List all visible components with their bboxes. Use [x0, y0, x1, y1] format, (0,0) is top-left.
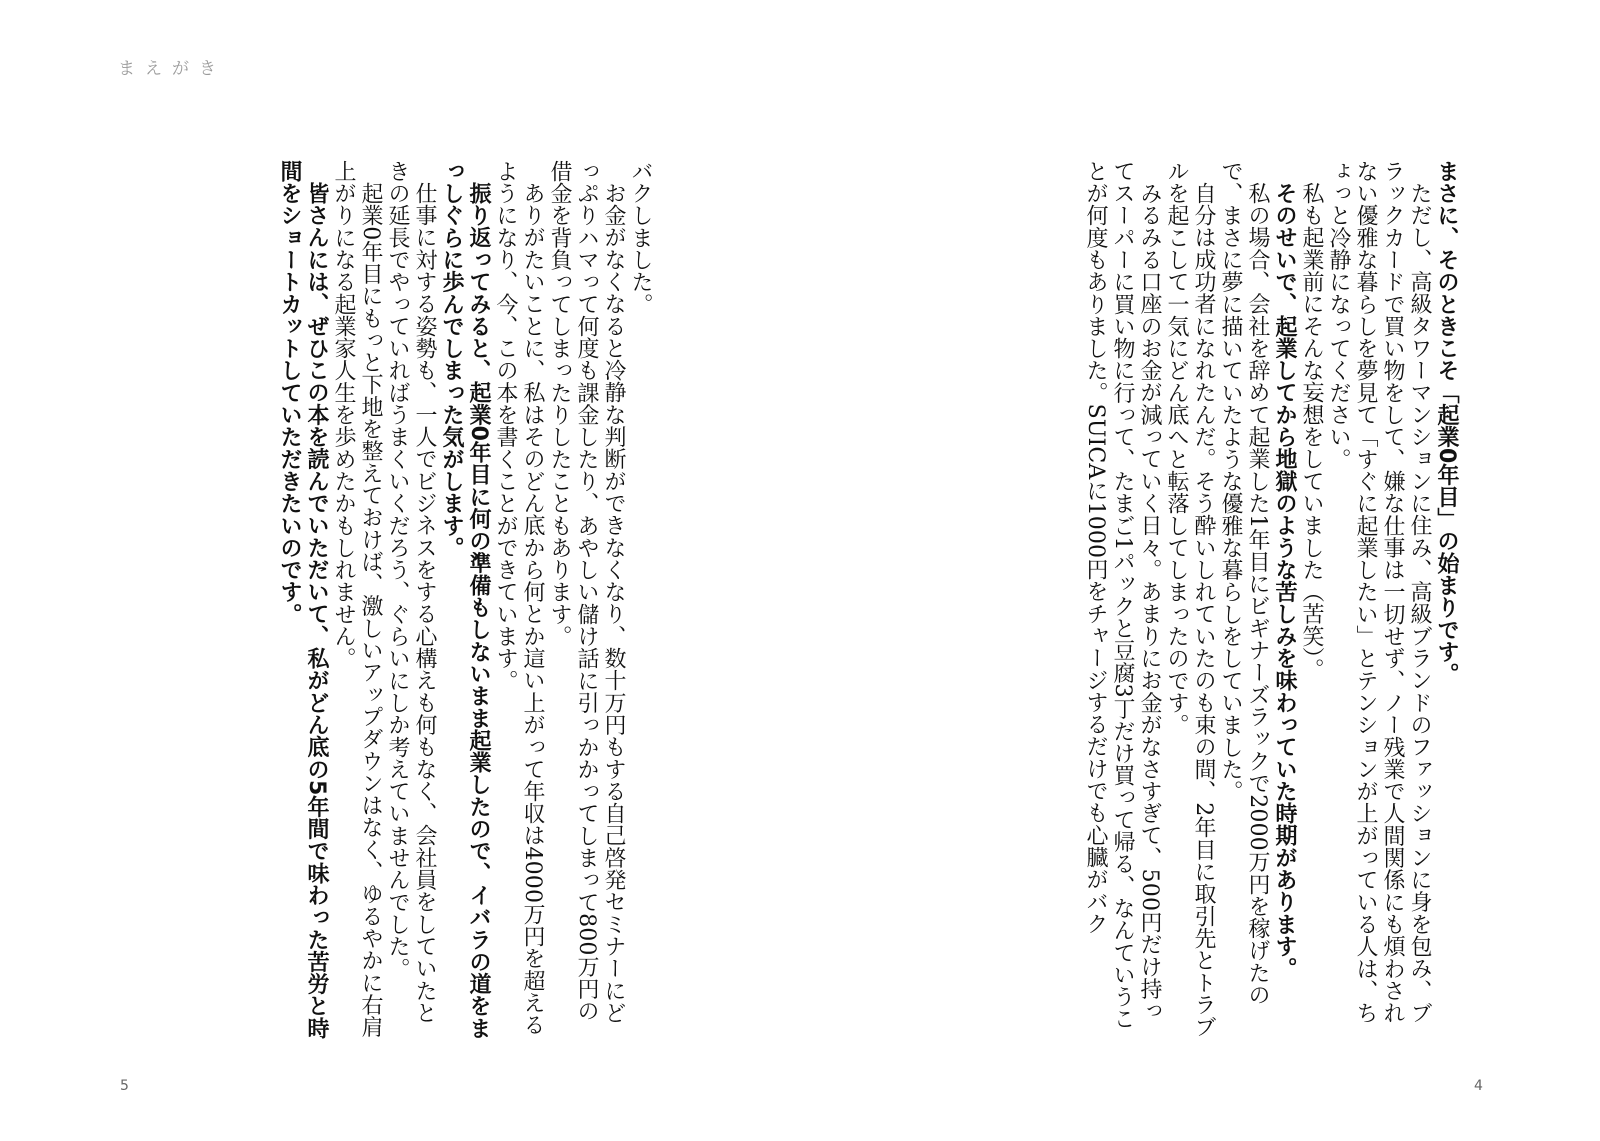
paragraph: みるみる口座のお金が減っていく日々。あまりにお金がなさすぎて、500円だけ持ってスーパーに買い物に行って、たまご1パックと豆腐3丁だけ買って帰る、なんていうことが何度もありました。SUICAに1000円をチャージするだけでも心臓がバク	[1083, 160, 1162, 1030]
paragraph: 自分は成功者になれたんだ。そう酔いしれていたのも束の間、2年目に取引先とトラブルを起こして一気にどん底へと転落してしまったのです。	[1164, 160, 1216, 1038]
paragraph: 皆さんには、ぜひこの本を読んでいただいて、私がどん底の5年間で味わった苦労と時間をショートカットしていただきたいのです。	[277, 160, 329, 1040]
paragraph: 振り返ってみると、起業0年目に何の準備もしないまま起業したので、イバラの道をまっしぐらに歩んでしまった気がします。	[439, 160, 491, 1040]
paragraph: バクしました。	[628, 160, 653, 316]
page-number-left: 5	[120, 1078, 129, 1094]
paragraph: まさに、そのときこそ「起業0年目」の始まりです。	[1434, 160, 1459, 685]
paragraph: ただし、高級タワーマンションに住み、高級ブランドのファッションに身を包み、ブラックカードで買い物をして、嫌な仕事は一切せず、ノー残業で人間関係にも煩わされない優雅な暮らしを夢見て「すぐに起業したい」とテンションが上がっている人は、ちょっと冷静になってください。	[1326, 160, 1432, 1024]
page-number-right: 4	[1474, 1078, 1483, 1094]
paragraph: 私の場合、会社を辞めて起業した1年目にビギナーズラックで2000万円を稼げたので、まさに夢に描いていたような優雅な暮らしをしていました。	[1218, 160, 1270, 1006]
paragraph: 私も起業前にそんな妄想をしていました（苦笑）。	[1299, 182, 1324, 681]
right-page-text	[920, 160, 1460, 1040]
paragraph: お金がなくなると冷静な判断ができなくなり、数十万円もする自己啓発セミナーにどっぷりハマって何度も課金したり、あやしい儲け話に引っかかってしまって800万円の借金を背負ってしまったりしたこともあります。	[547, 160, 626, 1024]
left-page-text	[104, 160, 654, 1040]
paragraph: 起業0年目にもっと下地を整えておけば、激しいアップダウンはなく、ゆるやかに右肩上がりになる起業家人生を歩めたかもしれません。	[331, 160, 383, 1038]
paragraph: 仕事に対する姿勢も、一人でビジネスをする心構えも何もなく、会社員をしていたときの延長でやっていればうまくいくだろう、ぐらいにしか考えていませんでした。	[385, 160, 437, 1024]
paragraph: そのせいで、起業してから地獄のような苦しみを味わっていた時期があります。	[1272, 182, 1297, 980]
paragraph: ありがたいことに、私はそのどん底から何とか這い上がって年収は4000万円を超えるようになり、今、この本を書くことができています。	[493, 160, 545, 1036]
running-head: まえがき	[118, 59, 226, 79]
